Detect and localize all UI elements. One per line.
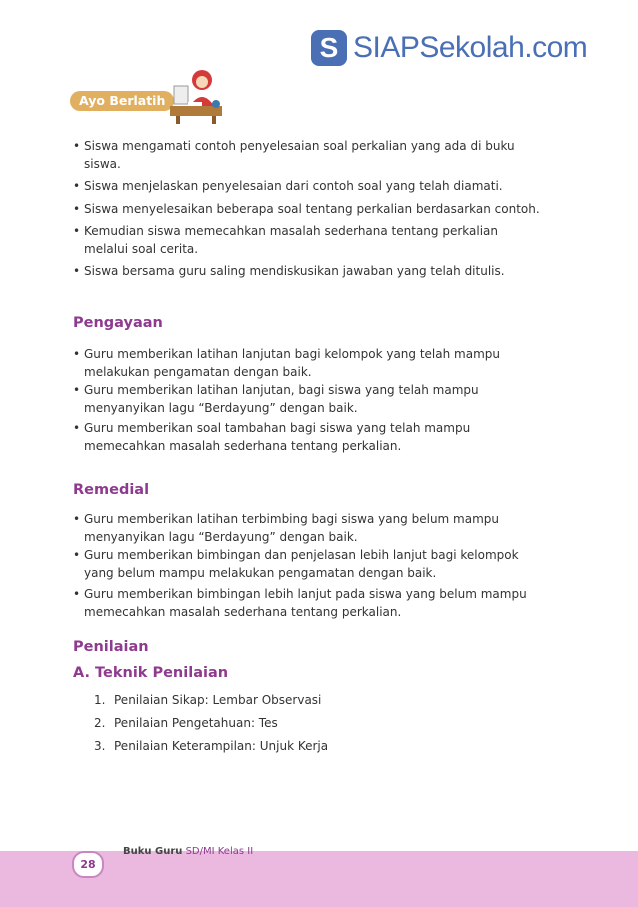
list-item: • Guru memberikan latihan lanjutan bagi kelompok yang telah mampu melakukan pengamatan dengan baik. (73, 347, 500, 379)
numbered-item: 1. Penilaian Sikap: Lembar Observasi (94, 693, 322, 707)
bullet-icon: • (73, 421, 81, 435)
subsection-heading-teknik: A. Teknik Penilaian (73, 665, 229, 681)
numbered-item: 2. Penilaian Pengetahuan: Tes (94, 716, 278, 730)
list-item: • Guru memberikan latihan terbimbing bagi siswa yang belum mampu menyanyikan lagu “Berdayung” dengan baik. (73, 512, 500, 544)
bullet-icon: • (73, 383, 81, 397)
bullet-icon: • (73, 264, 81, 278)
bullet-icon: • (73, 224, 81, 238)
logo-badge: S (311, 30, 347, 66)
list-item: • Guru memberikan bimbingan dan penjelasan lebih lanjut bagi kelompok yang belum mampu melakukan pengamatan dengan baik. (73, 548, 519, 580)
bullet-icon: • (73, 179, 81, 193)
section-heading-pengayaan: Pengayaan (73, 315, 163, 331)
bullet-icon: • (73, 202, 81, 216)
student-writing-illustration (168, 66, 224, 124)
section-heading-remedial: Remedial (73, 482, 150, 498)
bullet-icon: • (73, 512, 81, 526)
bullet-icon: • (73, 347, 81, 361)
bullet-icon: • (73, 548, 81, 562)
bullet-icon: • (73, 139, 81, 153)
ayo-berlatih-tag: Ayo Berlatih (70, 91, 174, 111)
list-item: • Kemudian siswa memecahkan masalah sederhana tentang perkalian melalui soal cerita. (73, 224, 498, 256)
list-item: • Siswa menjelaskan penyelesaian dari contoh soal yang telah diamati. (73, 179, 503, 193)
logo-text: SIAPSekolah.com (353, 31, 588, 64)
list-item: • Siswa bersama guru saling mendiskusikan jawaban yang telah ditulis. (73, 264, 505, 278)
list-item: • Siswa mengamati contoh penyelesaian soal perkalian yang ada di buku siswa. (73, 139, 515, 171)
site-logo[interactable] (311, 28, 587, 68)
numbered-item: 3. Penilaian Keterampilan: Unjuk Kerja (94, 739, 329, 753)
list-item: • Guru memberikan soal tambahan bagi siswa yang telah mampu memecahkan masalah sederhana tentang perkalian. (73, 421, 471, 453)
list-item: • Guru memberikan bimbingan lebih lanjut pada siswa yang belum mampu memecahkan masalah sederhana tentang perkalian. (73, 587, 527, 619)
list-item: • Guru memberikan latihan lanjutan, bagi siswa yang telah mampu menyanyikan lagu “Berdayung” dengan baik. (73, 383, 479, 415)
bullet-icon: • (73, 587, 81, 601)
page-number: 28 (72, 851, 104, 878)
footer-book-title: Buku Guru SD/MI Kelas II (123, 846, 254, 857)
section-heading-penilaian: Penilaian (73, 639, 149, 655)
list-item: • Siswa menyelesaikan beberapa soal tentang perkalian berdasarkan contoh. (73, 202, 540, 216)
